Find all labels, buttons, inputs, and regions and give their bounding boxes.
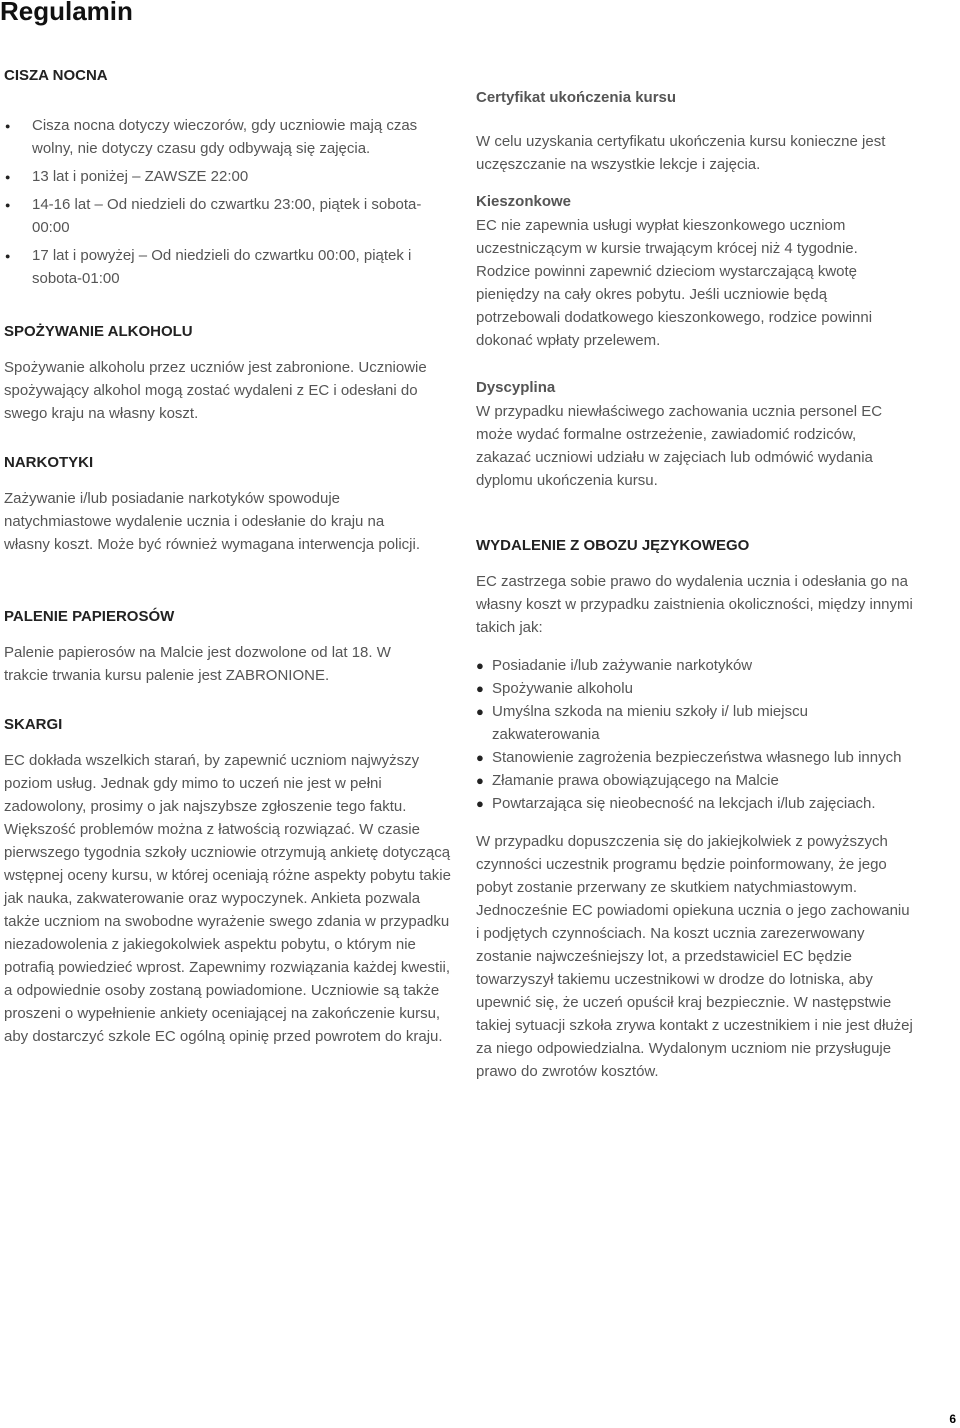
list-item: ● 14-16 lat – Od niedzieli do czwartku 23:00, piątek i sobota-00:00 (5, 196, 422, 236)
bullet-icon: ● (5, 200, 11, 210)
alkohol-text: Spożywanie alkoholu przez uczniów jest zabronione. Uczniowie spożywający alkohol mogą zostać wydaleni z EC i odesłani do swego kraju na własny koszt. (4, 359, 427, 422)
bullet-icon: ● (476, 681, 484, 696)
wydalenie-heading: WYDALENIE Z OBOZU JĘZYKOWEGO (476, 537, 750, 554)
list-item: ● Stanowienie zagrożenia bezpieczeństwa własnego lub innych (476, 746, 916, 769)
bullet-icon: ● (5, 121, 11, 131)
bullet-icon: ● (476, 658, 484, 673)
palenie-text: Palenie papierosów na Malcie jest dozwolone od lat 18. W trakcie trwania kursu palenie jest ZABRONIONE. (4, 644, 391, 684)
list-item: ● 17 lat i powyżej – Od niedzieli do czwartku 00:00, piątek i sobota-01:00 (5, 247, 412, 287)
wydalenie-list (476, 654, 916, 815)
bullet-icon: ● (5, 172, 11, 182)
kieszonkowe-heading: Kieszonkowe (476, 193, 572, 210)
page-title: Regulamin (0, 0, 133, 26)
kieszonkowe-text: EC nie zapewnia usługi wypłat kieszonkowego uczniom uczestniczącym w kursie trwającym krócej niż 4 tygodnie. Rodzice powinni zapewnić dzieciom wystarczającą kwotę pieniędzy na cały okres pobytu. Jeśli uczniowie będą potrzebowali dodatkowego kieszonkowego, rodzice powinni dokonać wpłaty przelewem. (476, 217, 873, 349)
narkotyki-text: Zażywanie i/lub posiadanie narkotyków spowoduje natychmiastowe wydalenie ucznia i odesłanie do kraju na własny koszt. Może być również wymagana interwencja policji. (4, 490, 421, 553)
bullet-icon: ● (5, 251, 11, 261)
certyfikat-text: W celu uzyskania certyfikatu ukończenia kursu konieczne jest uczęszczanie na wszystkie lekcje i zajęcia. (476, 133, 886, 173)
alkohol-heading: SPOŻYWANIE ALKOHOLU (4, 323, 193, 340)
list-item: ● Powtarzająca się nieobecność na lekcjach i/lub zajęciach. (476, 792, 916, 815)
list-item: ● Spożywanie alkoholu (476, 677, 916, 700)
bullet-icon: ● (476, 750, 484, 765)
certyfikat-heading: Certyfikat ukończenia kursu (476, 89, 677, 106)
palenie-heading: PALENIE PAPIEROSÓW (4, 608, 175, 625)
page-number: 6 (949, 1412, 956, 1426)
skargi-text: EC dokłada wszelkich starań, by zapewnić uczniom najwyższy poziom usług. Jednak gdy mimo to uczeń nie jest w pełni zadowolony, prosimy o jak najszybsze zgłoszenie tego faktu. Większość problemów można z łatwością rozwiązać. W czasie pierwszego tygodnia szkoły uczniowie otrzymują ankietę dotyczącą wstępnej oceny kursu, w której oceniają różne aspekty pobytu takie jak nauka, zakwaterowanie oraz wypoczynek. Ankieta pozwala także uczniom na swobodne wyrażenie swego zdania w przypadku niezadowolenia z jakiegokolwiek aspektu pobytu, o którym nie potrafią powiedzieć wprost. Zapewnimy rozwiązania każdej kwestii, a odpowiednie osoby zostaną powiadomione. Uczniowie są także proszeni o wypełnienie ankiety oceniającej na zakończenie kursu, aby dostarczyć szkole EC ogólną opinię przed powrotem do kraju. (4, 752, 451, 1045)
bullet-icon: ● (476, 796, 484, 811)
cisza-nocna-list (4, 114, 440, 295)
narkotyki-heading: NARKOTYKI (4, 454, 94, 471)
skargi-heading: SKARGI (4, 716, 63, 733)
dyscyplina-text: W przypadku niewłaściwego zachowania ucznia personel EC może wydać formalne ostrzeżenie, zawiadomić rodziców, zakazać uczniowi udziału w zajęciach lub odmówić wydania dyplomu ukończenia kursu. (476, 403, 883, 489)
list-item: ● Złamanie prawa obowiązującego na Malcie (476, 769, 916, 792)
list-item: ● Cisza nocna dotyczy wieczorów, gdy uczniowie mają czas wolny, nie dotyczy czasu gdy odbywają się zajęcia. (5, 117, 418, 157)
cisza-nocna-heading: CISZA NOCNA (4, 67, 108, 84)
list-item: ● Umyślna szkoda na mieniu szkoły i/ lub miejscu zakwaterowania (476, 700, 916, 746)
wydalenie-text: W przypadku dopuszczenia się do jakiejkolwiek z powyższych czynności uczestnik programu będzie poinformowany, że jego pobyt zostanie przerwany ze skutkiem natychmiastowym. Jednocześnie EC powiadomi opiekuna ucznia o jego zachowaniu i podjętych czynnościach. Na koszt ucznia zarezerwowany zostanie najwcześniejszy lot, a przedstawiciel EC będzie towarzyszył takiemu uczestnikowi w drodze do lotniska, aby upewnić się, że uczeń opuścił kraj bezpiecznie. W następstwie takiej sytuacji szkoła zrywa kontakt z uczestnikiem i nie jest dłużej za niego odpowiedzialna. Wydalonym uczniom nie przysługuje prawo do zwrotów kosztów. (476, 833, 913, 1080)
dyscyplina-heading: Dyscyplina (476, 379, 556, 396)
list-item: ● 13 lat i poniżej – ZAWSZE 22:00 (4, 165, 440, 188)
bullet-icon: ● (476, 704, 484, 719)
wydalenie-intro: EC zastrzega sobie prawo do wydalenia ucznia i odesłania go na własny koszt w przypadku zaistnienia okoliczności, między innymi takich jak: (476, 573, 913, 636)
list-item: ● Posiadanie i/lub zażywanie narkotyków (476, 654, 916, 677)
bullet-icon: ● (476, 773, 484, 788)
